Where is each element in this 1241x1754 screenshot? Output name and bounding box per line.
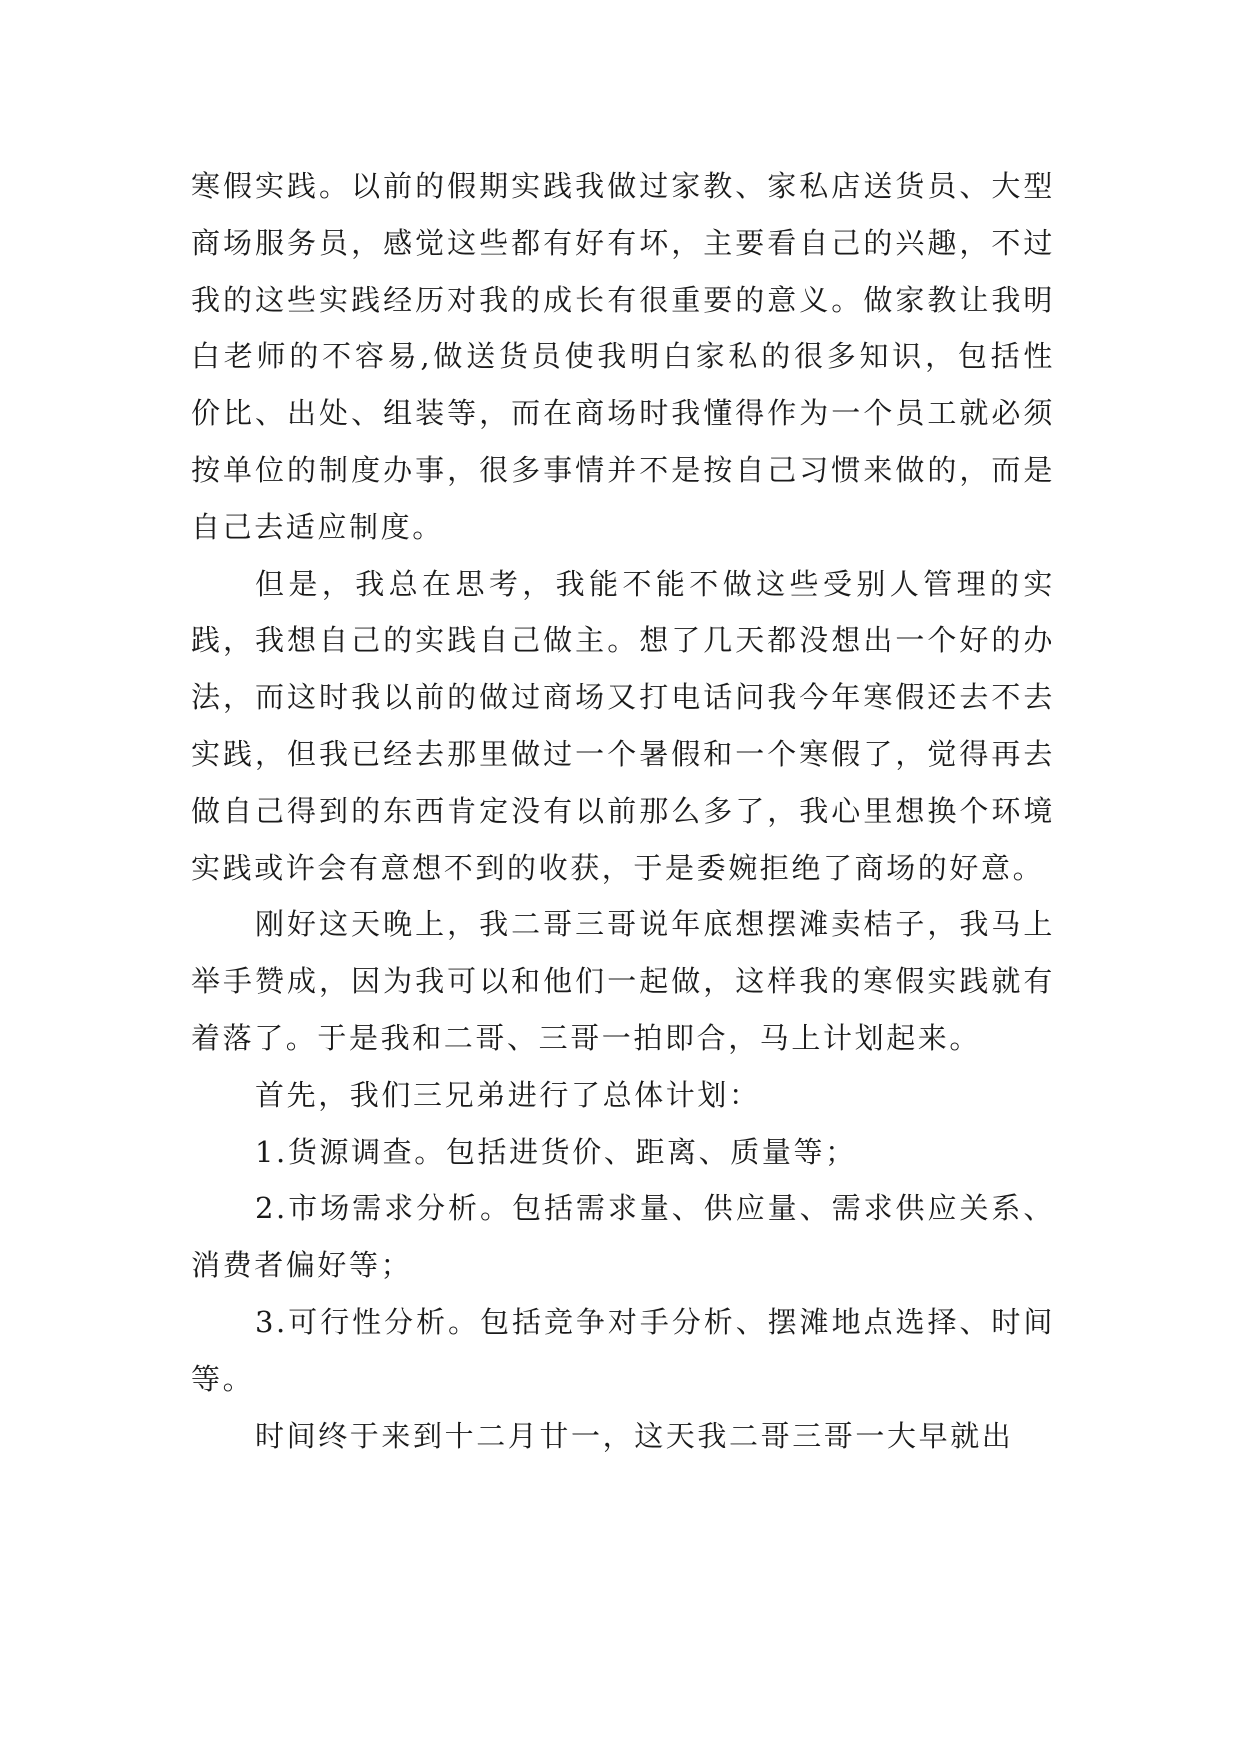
paragraph: 时间终于来到十二月廿一，这天我二哥三哥一大早就出 <box>255 1418 1014 1453</box>
paragraph: 但是，我总在思考，我能不能不做这些受别人管理的实践，我想自己的实践自己做主。想了几天都没想出一个好的办法，而这时我以前的做过商场又打电话问我今年寒假还去不去实践，但我已经去那里做过一个暑假和一个寒假了，觉得再去做自己得到的东西肯定没有以前那么多了，我心里想换个环境实践或许会有意想不到的收获，于是委婉拒绝了商场的好意。 <box>191 566 1055 885</box>
body-text <box>191 158 1055 1464</box>
paragraph: 寒假实践。以前的假期实践我做过家教、家私店送货员、大型商场服务员，感觉这些都有好有坏，主要看自己的兴趣，不过我的这些实践经历对我的成长有很重要的意义。做家教让我明白老师的不容易,做送货员使我明白家私的很多知识，包括性价比、出处、组装等，而在商场时我懂得作为一个员工就必须按单位的制度办事，很多事情并不是按自己习惯来做的，而是自己去适应制度。 <box>191 169 1055 544</box>
list-item: 3.可行性分析。包括竞争对手分析、摆滩地点选择、时间等。 <box>191 1304 1055 1396</box>
list-item: 1.货源调查。包括进货价、距离、质量等； <box>255 1134 857 1169</box>
paragraph: 首先，我们三兄弟进行了总体计划： <box>255 1077 761 1112</box>
list-item: 2.市场需求分析。包括需求量、供应量、需求供应关系、消费者偏好等； <box>191 1191 1055 1283</box>
paragraph: 刚好这天晚上，我二哥三哥说年底想摆滩卖桔子，我马上举手赞成，因为我可以和他们一起做，这样我的寒假实践就有着落了。于是我和二哥、三哥一拍即合，马上计划起来。 <box>191 907 1055 1055</box>
